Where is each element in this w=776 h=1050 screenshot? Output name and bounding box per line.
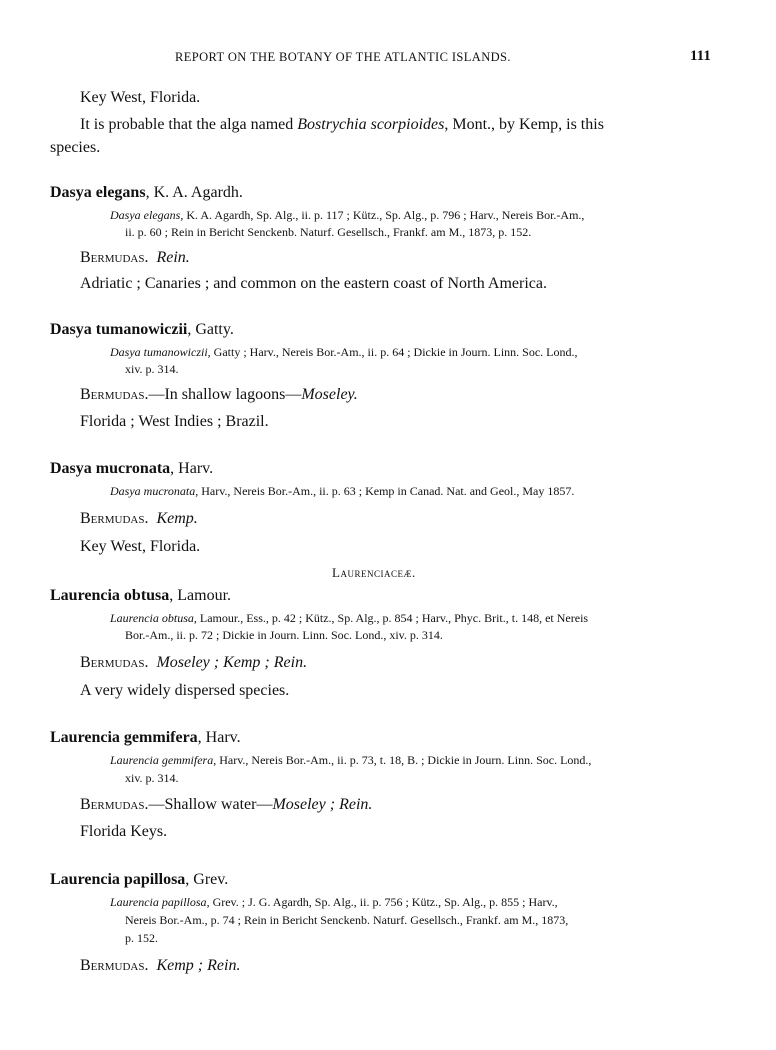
habitat: —In shallow lagoons— [148, 386, 302, 403]
reference-species: Dasya tumanowiczii [110, 345, 208, 359]
species-name: Dasya elegans [50, 184, 146, 201]
reference-line [110, 895, 558, 910]
distribution: Key West, Florida. [80, 538, 201, 555]
reference-line: Bor.-Am., ii. p. 72 ; Dickie in Journ. Linn. Soc. Lond., xiv. p. 314. [125, 628, 443, 642]
locality-bermudas: Bermudas. [80, 796, 149, 813]
reference-text: , Grev. ; J. G. Agardh, Sp. Alg., ii. p. 756 ; Kütz., Sp. Alg., p. 855 ; Harv., [206, 895, 558, 909]
species-heading [50, 871, 228, 889]
distribution: Florida ; West Indies ; Brazil. [80, 413, 269, 430]
running-head [0, 48, 776, 68]
reference-text: , Gatty ; Harv., Nereis Bor.-Am., ii. p. 64 ; Dickie in Journ. Linn. Soc. Lond., [207, 345, 578, 359]
species-heading [50, 184, 243, 202]
intro-note-species: Bostrychia scorpioides [297, 116, 445, 133]
intro-note-prefix: It is probable that the alga named [80, 116, 298, 133]
locality-line [80, 249, 190, 267]
distribution: Florida Keys. [80, 823, 168, 840]
reference-text: , Harv., Nereis Bor.-Am., ii. p. 73, t. 18, B. ; Dickie in Journ. Linn. Soc. Lond., [213, 753, 592, 767]
reference-text: , Harv., Nereis Bor.-Am., ii. p. 63 ; Kemp in Canad. Nat. and Geol., May 1857. [195, 484, 575, 498]
reference-species: Laurencia obtusa [110, 611, 194, 625]
collectors: Moseley ; Rein. [272, 796, 373, 813]
species-heading [50, 729, 241, 747]
habitat: —Shallow water— [148, 796, 273, 813]
section-title: Laurenciaceæ. [332, 565, 416, 580]
locality-bermudas: Bermudas. [80, 510, 149, 527]
species-authority: , Grev. [185, 871, 229, 888]
locality-bermudas: Bermudas. [80, 957, 149, 974]
reference-line [110, 484, 574, 499]
reference-species: Dasya mucronata [110, 484, 196, 498]
reference-text: , K. A. Agardh, Sp. Alg., ii. p. 117 ; Kütz., Sp. Alg., p. 796 ; Harv., Nereis Bor.-Am., [180, 208, 585, 222]
reference-text: , Lamour., Ess., p. 42 ; Kütz., Sp. Alg., p. 854 ; Harv., Phyc. Brit., t. 148, et Nereis [193, 611, 589, 625]
reference-species: Laurencia papillosa [110, 895, 207, 909]
intro-note [80, 116, 604, 134]
reference-line: xiv. p. 314. [125, 771, 179, 785]
species-name: Laurencia gemmifera [50, 729, 198, 746]
collectors: Kemp ; Rein. [156, 957, 241, 974]
locality-bermudas: Bermudas. [80, 249, 149, 266]
reference-line [110, 345, 578, 360]
running-title: REPORT ON THE BOTANY OF THE ATLANTIC ISLANDS. [175, 50, 511, 64]
species-authority: , Harv. [170, 460, 214, 477]
reference-line: Nereis Bor.-Am., p. 74 ; Rein in Bericht Senckenb. Naturf. Gesellsch., Frankf. am M., 1873, [125, 913, 569, 927]
collectors: Kemp. [156, 510, 198, 527]
species-name: Laurencia papillosa [50, 871, 186, 888]
species-name: Dasya mucronata [50, 460, 171, 477]
species-authority: , Lamour. [169, 587, 232, 604]
reference-line: xiv. p. 314. [125, 362, 179, 376]
reference-species: Dasya elegans [110, 208, 181, 222]
reference-line [110, 208, 584, 223]
collectors: Rein. [156, 249, 190, 266]
species-authority: , Gatty. [187, 321, 234, 338]
distribution: Adriatic ; Canaries ; and common on the eastern coast of North America. [80, 275, 547, 292]
locality-line [80, 510, 198, 528]
distribution: A very widely dispersed species. [80, 682, 290, 699]
page-number: 111 [690, 48, 711, 64]
locality-line [80, 957, 240, 975]
species-heading [50, 321, 234, 339]
reference-line: ii. p. 60 ; Rein in Bericht Senckenb. Naturf. Gesellsch., Frankf. am M., 1873, p. 152. [125, 225, 532, 239]
reference-line [110, 611, 588, 626]
species-heading [50, 460, 213, 478]
species-authority: , K. A. Agardh. [145, 184, 243, 201]
species-authority: , Harv. [197, 729, 241, 746]
species-name: Laurencia obtusa [50, 587, 170, 604]
collectors: Moseley ; Kemp ; Rein. [156, 654, 308, 671]
species-name: Dasya tumanowiczii [50, 321, 188, 338]
intro-note-suffix: , Mont., by Kemp, is this [444, 116, 604, 133]
reference-line: p. 152. [125, 931, 158, 945]
reference-species: Laurencia gemmifera [110, 753, 214, 767]
locality-bermudas: Bermudas. [80, 386, 149, 403]
locality-bermudas: Bermudas. [80, 654, 149, 671]
locality-line [80, 386, 358, 404]
locality-line [80, 796, 372, 814]
reference-line [110, 753, 591, 768]
locality-line [80, 654, 307, 672]
species-heading [50, 587, 231, 605]
intro-locality: Key West, Florida. [80, 89, 201, 106]
intro-note-line2: species. [50, 139, 101, 156]
collectors: Moseley. [301, 386, 358, 403]
